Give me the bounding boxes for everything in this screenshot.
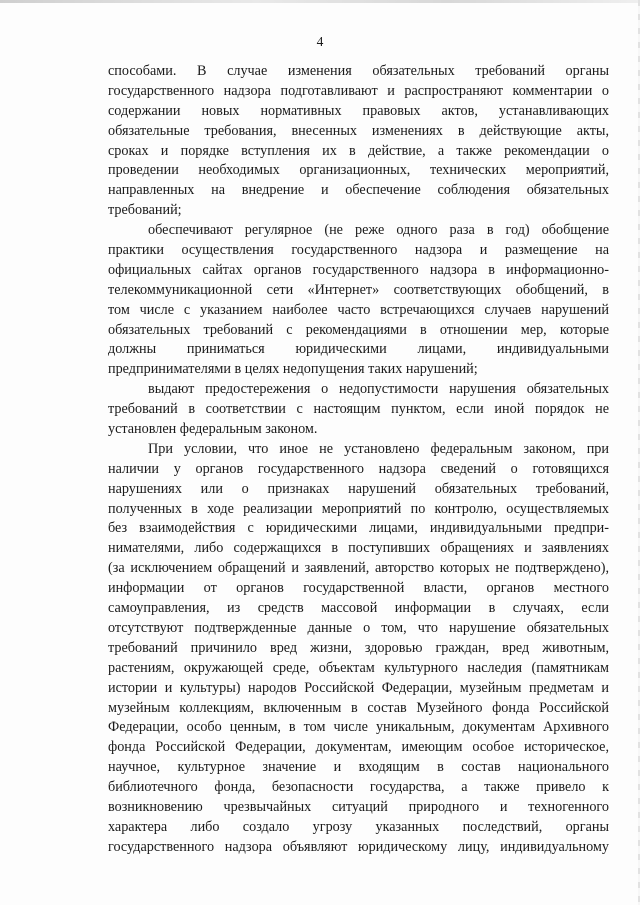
text-line: нарушениях или о признаках нарушений обязательных требований, [108, 480, 609, 497]
text-line: способами. В случае изменения обязательных требований органы [108, 63, 609, 79]
text-line: официальных сайтах органов государственного надзора в информационно- [108, 261, 609, 278]
text-line: фонда Российской Федерации, документам, имеющим особое историческое, [108, 739, 609, 756]
text-line: полученных в ходе реализации мероприятий по контролю, осуществляемых [108, 500, 609, 517]
document-body [108, 62, 609, 858]
text-line: При условии, что иное не установлено федеральным законом, при [148, 440, 609, 457]
text-line: самоуправления, из средств массовой информации в случаях, если [108, 600, 609, 617]
text-line: (за исключением обращений и заявлений, авторство которых не подтверждено), [108, 560, 609, 577]
text-line: требований в соответствии с настоящим пунктом, если иной порядок не [108, 401, 609, 418]
text-line: содержании новых нормативных правовых актов, устанавливающих [108, 102, 609, 119]
scan-edge-top [0, 0, 640, 3]
text-line: должны приниматься юридическими лицами, индивидуальными [108, 341, 609, 358]
text-line: истории и культуры) народов Российской Федерации, музейным предметам и [108, 679, 609, 696]
text-line: том числе с указанием наиболее часто встречающихся случаев нарушений [108, 301, 609, 318]
text-line: сроках и порядке вступления их в действие, а также рекомендации о [108, 142, 609, 159]
text-line: растениям, окружающей среде, объектам культурного наследия (памятникам [108, 659, 609, 676]
text-line: характера либо создало угрозу указанных последствий, органы [108, 818, 609, 835]
text-line: обеспечивают регулярное (не реже одного раза в год) обобщение [148, 222, 609, 239]
text-line: требований причинило вред жизни, здоровью граждан, вред животным, [108, 639, 609, 656]
text-line: наличии у органов государственного надзора сведений о готовящихся [108, 460, 609, 477]
text-line: установлен федеральным законом. [108, 421, 318, 438]
text-line: обязательных требований с рекомендациями в отношении мер, которые [108, 321, 609, 338]
text-line: требований; [108, 202, 182, 219]
text-line: Федерации, особо ценным, в том числе уникальным, документам Архивного [108, 719, 609, 736]
text-line: предпринимателями в целях недопущения таких нарушений; [108, 361, 478, 378]
text-line: государственного надзора объявляют юридическому лицу, индивидуальному [108, 838, 609, 855]
text-line: практики осуществления государственного надзора и размещение на [108, 242, 609, 259]
text-line: библиотечного фонда, безопасности государства, а также привело к [108, 779, 609, 796]
text-line: возникновению чрезвычайных ситуаций природного и техногенного [108, 798, 609, 815]
text-line: музейным коллекциям, включенным в состав Музейного фонда Российской [108, 699, 609, 716]
text-line: направленных на внедрение и обеспечение соблюдения обязательных [108, 182, 609, 199]
page-number: 4 [316, 34, 324, 49]
text-line: государственного надзора подготавливают и распространяют комментарии о [108, 82, 609, 99]
text-line: выдают предостережения о недопустимости нарушения обязательных [148, 381, 609, 398]
text-line: информации от органов государственной власти, органов местного [108, 580, 609, 597]
text-line: обязательные требования, внесенных изменениях в действующие акты, [108, 122, 609, 139]
text-line: научное, культурное значение и входящим в состав национального [108, 759, 609, 776]
text-line: без взаимодействия с юридическими лицами, индивидуальными предпри- [108, 520, 609, 537]
text-line: телекоммуникационной сети «Интернет» соответствующих обобщений, в [108, 281, 609, 298]
text-line: нимателями, либо содержащихся в поступивших обращениях и заявлениях [108, 540, 609, 557]
text-line: проведении необходимых организационных, технических мероприятий, [108, 162, 609, 179]
text-line: отсутствуют подтвержденные данные о том, что нарушение обязательных [108, 619, 609, 636]
